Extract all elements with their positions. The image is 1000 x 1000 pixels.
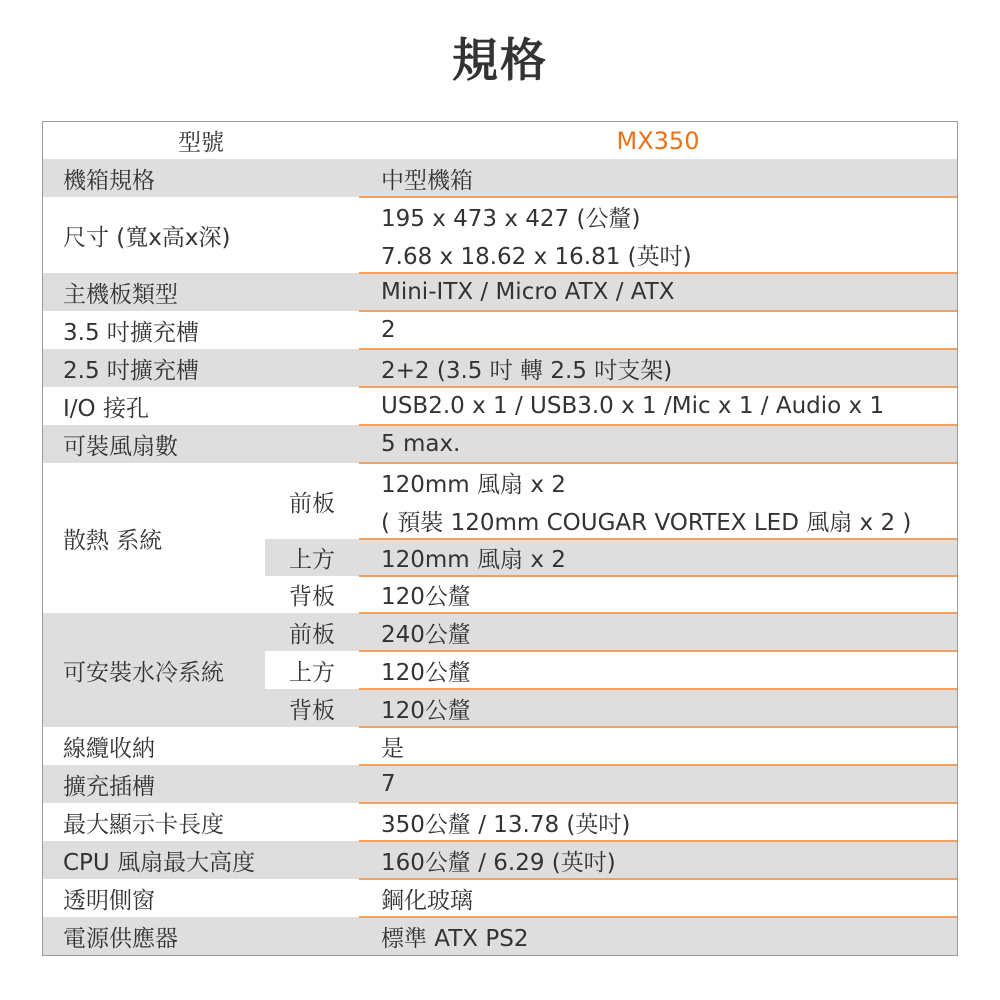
row-value-bay-25: 2+2 (3.5 吋 轉 2.5 吋支架) xyxy=(359,349,957,387)
row-label-bay-35: 3.5 吋擴充槽 xyxy=(63,319,199,346)
liquid-front-label: 前板 xyxy=(265,613,359,651)
row-divider xyxy=(359,575,957,577)
row-value-io-ports: USB2.0 x 1 / USB3.0 x 1 /Mic x 1 / Audio x 1 xyxy=(381,393,885,419)
row-divider xyxy=(359,840,957,842)
liquid-front-value: 240公釐 xyxy=(359,613,957,651)
cooling-front-value-1: 120mm 風扇 x 2 xyxy=(381,471,566,498)
cooling-rear-value: 120公釐 xyxy=(381,584,471,610)
row-label-motherboard: 主機板類型 xyxy=(43,273,359,311)
row-divider xyxy=(359,688,957,690)
cooling-rear-label: 背板 xyxy=(289,584,335,610)
liquid-top-value: 120公釐 xyxy=(381,659,471,686)
row-divider xyxy=(359,764,957,766)
row-divider xyxy=(359,386,957,388)
liquid-rear-value: 120公釐 xyxy=(359,689,957,727)
header-model-value: MX350 xyxy=(616,126,700,155)
row-label-slots: 擴充插槽 xyxy=(43,765,359,803)
row-divider xyxy=(359,272,957,274)
header-model-label: 型號 xyxy=(178,130,224,156)
row-label-cpu-cooler: CPU 風扇最大高度 xyxy=(43,841,359,879)
row-value-psu: 標準 ATX PS2 xyxy=(359,917,957,955)
row-label-cable: 線纜收納 xyxy=(63,735,155,762)
row-value-dimensions-mm: 195 x 473 x 427 (公釐) xyxy=(381,205,641,232)
row-value-window: 鋼化玻璃 xyxy=(381,887,473,914)
row-label-cooling: 散熱 系統 xyxy=(63,527,163,554)
row-divider xyxy=(359,878,957,880)
row-divider xyxy=(359,424,957,426)
row-value-motherboard: Mini-ITX / Micro ATX / ATX xyxy=(359,273,957,311)
row-divider xyxy=(359,538,957,540)
row-value-fan-count: 5 max. xyxy=(359,425,957,463)
row-label-fan-count: 可裝風扇數 xyxy=(43,425,359,463)
cooling-top-value: 120mm 風扇 x 2 xyxy=(359,539,957,576)
row-divider xyxy=(359,916,957,918)
row-value-case-type: 中型機箱 xyxy=(359,159,957,197)
row-divider xyxy=(359,612,957,614)
page-title: 規格 xyxy=(452,33,548,87)
row-label-gpu: 最大顯示卡長度 xyxy=(63,811,224,838)
liquid-top-label: 上方 xyxy=(289,659,335,686)
row-label-bay-25: 2.5 吋擴充槽 xyxy=(43,349,359,387)
row-label-liquid: 可安裝水冷系統 xyxy=(43,613,265,727)
row-divider xyxy=(359,726,957,728)
row-value-slots: 7 xyxy=(359,765,957,803)
row-divider xyxy=(359,196,957,198)
row-value-gpu: 350公釐 / 13.78 (英吋) xyxy=(381,811,631,838)
row-divider xyxy=(359,650,957,652)
liquid-rear-label: 背板 xyxy=(265,689,359,727)
row-label-dimensions: 尺寸 (寬x高x深) xyxy=(63,224,231,251)
cooling-front-value-2: ( 預裝 120mm COUGAR VORTEX LED 風扇 x 2 ) xyxy=(381,509,912,536)
row-value-cpu-cooler: 160公釐 / 6.29 (英吋) xyxy=(359,841,957,879)
cooling-front-label: 前板 xyxy=(289,490,335,517)
row-value-dimensions-in: 7.68 x 18.62 x 16.81 (英吋) xyxy=(381,243,692,270)
row-label-io-ports: I/O 接孔 xyxy=(63,395,149,422)
row-divider xyxy=(359,310,957,312)
cooling-top-label: 上方 xyxy=(265,539,359,576)
row-divider xyxy=(359,462,957,464)
row-label-case-type: 機箱規格 xyxy=(43,159,359,197)
row-divider xyxy=(359,802,957,804)
row-divider xyxy=(359,348,957,350)
row-value-bay-35: 2 xyxy=(381,317,396,343)
row-label-psu: 電源供應器 xyxy=(43,917,359,955)
spec-table xyxy=(42,121,958,956)
row-label-window: 透明側窗 xyxy=(63,887,155,914)
row-value-cable: 是 xyxy=(381,735,404,762)
